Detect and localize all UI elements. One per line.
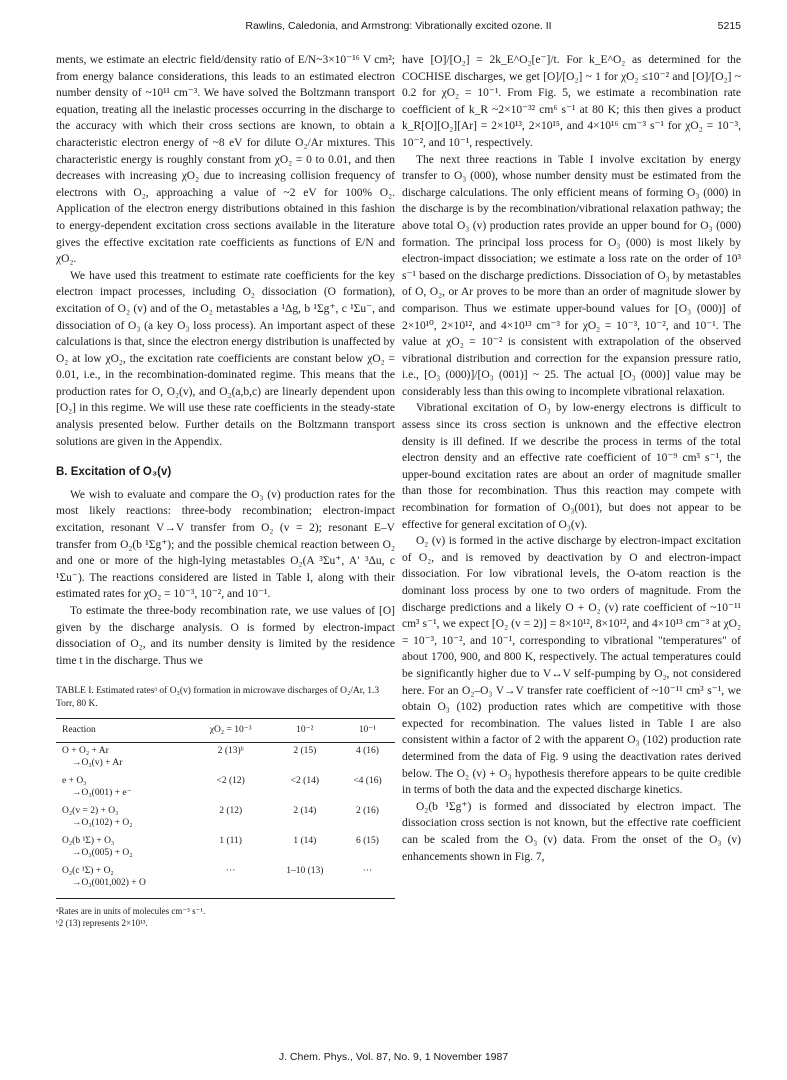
right-paragraph-4: O₂ (v) is formed in the active discharge by electron-impact excitation of O₂, and is removed by deactivation by O and electron-impact dissociation. For low vibrational levels, the O-atom reaction is the dominant loss process by one to two orders of magnitude. From the discharge predictions and a likely O + O₂ (v) rate coefficient of ~10⁻¹¹ cm³ s⁻¹, we expect [O₂ (v = 2)] = 8×10¹², 8×10¹², and 4×10¹³ cm⁻³ at χO₂ = 10⁻³, 10⁻², and 10⁻¹, corresponding to vibrational "temperatures" of about 1700, 900, and 800 K, respectively. The actual temperatures could be significantly higher due to V↔V self-pumping by O₂, not considered here. For an O₂–O₃ V→V transfer rate coefficient of ~10⁻¹¹ cm³ s⁻¹, we obtain O₃ (102) production rates which are competitive with those expected for recombination. The values listed in Table I are also consistent within a factor of 2 with the apparent O₃ (102) production rate determined from the data of Fig. 9 using the deactivation rates derived below. The O₂ (v) + O₃ hypothesis therefore appears to be quite credible in terms of both the data and the expected discharge kinetics. [402,535,741,797]
right-column [402,52,741,865]
running-title: Rawlins, Caledonia, and Armstrong: Vibrationally excited ozone. II [245,20,552,32]
rate-cell: 4 (16) [355,745,379,756]
left-column [56,52,395,929]
reaction-product: →O₃(102) + O₂ [72,818,133,829]
rate-cell: 2 (15) [293,745,317,756]
rate-cell: <2 (12) [216,775,245,786]
rate-cell: <4 (16) [353,775,382,786]
right-paragraph-3: Vibrational excitation of O₃ by low-energy electrons is difficult to assess since its cross section is unknown and the effective electron density is ill defined. If we describe the process in terms of the total electron density and an effective rate coefficient of 10⁻⁹ cm³ s⁻¹, the upper-bound excitation rates are about an order of magnitude smaller than those for recombination. Thus this reaction may compete with recombination for formation of O₃(001), but does not appear to be effective for general excitation of O₃(v). [402,402,741,531]
page-number: 5215 [717,20,741,32]
left-paragraph-4: To estimate the three-body recombination rate, we use values of [O] given by the discharge analysis. O is formed by electron-impact dissociation of O₂, and its number density is limited by the residence time t in the discharge. Thus we [56,605,395,667]
table-caption: TABLE I. Estimated ratesᵃ of O₃(v) formation in microwave discharges of O₂/Ar, 1.3 Torr, 80 K. [56,686,380,709]
reaction-cell [56,773,192,803]
reaction-line: O₂(c ¹Σ) + O₂ [62,865,114,876]
table-row [56,773,395,803]
reaction-cell [56,742,192,773]
reaction-product: →O₃(005) + O₂ [72,848,133,859]
right-paragraph-2: The next three reactions in Table I involve excitation by energy transfer to O₃ (000), whose number density must be estimated from the discharge calculations. The only efficient means of forming O₃ (000) in the discharge is by the recombination/vibrational relaxation pathway; the above total O₃ (v) production rates provide an upper bound for O₃ (000) formation. The principal loss process for O₃ (000) is most likely by electron-impact dissociation; we estimate a loss rate on the order of 10³ s⁻¹ based on the discharge predictions. Dissociation of O₃ by metastables of O, O₂, or Ar proves to be more than an order of magnitude slower by comparison. Thus we estimate upper-bound values for [O₃ (000)] of 2×10¹⁰, 2×10¹², and 4×10¹³ cm⁻³ for χO₂ = 10⁻³, 10⁻², and 10⁻¹. The value at χO₂ = 10⁻² is consistent with extrapolation of the observed vibrational distribution and correction for the expansion pressure ratio, i.e., [O₃ (000)]/[O₃ (001)] ~ 25. The actual [O₃ (000)] value may be considerably less than this owing to incomplete vibrational relaxation. [402,153,741,398]
reaction-line: O₂(b ¹Σ) + O₃ [62,835,115,846]
left-paragraph-1: ments, we estimate an electric field/density ratio of E/N~3×10⁻¹⁶ V cm²; from energy balance considerations, this leads to an estimated electron number density of ~10¹¹ cm⁻³. We have solved the Boltzmann transport equation, treating all the inelastic processes occurring in the discharge to the accuracy with which their cross sections are known, to obtain a characteristic electron energy of ~8 eV for dilute O₂/Ar mixtures. This characteristic energy is roughly constant from χO₂ = 0 to 0.01, and then decreases with increasing χO₂ due to increasing collision frequency of electrons with O₂, approaching a value of ~2 eV for 100% O₂. Application of the electron energy distributions obtained in this fashion to energy-dependent excitation cross sections available in the literature gives the effective excitation rate coefficients as functions of E/N and χO₂. [56,54,395,266]
left-paragraph-2: We have used this treatment to estimate rate coefficients for the key electron impact processes, including O₂ dissociation (O formation), excitation of O₂ (v) and of the O₂ metastables a ¹Δg, b ¹Σg⁺, c ¹Σu⁻, and dissociation of O₃ (a key O₃ loss process). An important aspect of these calculations is that, since the electron energy distribution is unaffected by O₂ at low χO₂, the excitation rate coefficients are constant below χO₂ = 0.01, i.e., in the recombination-dominated regime. This means that the production rates for O, O₂(v), and O₂(a,b,c) are linearly dependent upon [O₂] in this regime. We will use these rate coefficients in the steady-state analysis presented below. Further details on the Boltzmann transport solutions are given in the Appendix. [56,269,395,448]
rate-cell: 1 (14) [293,835,317,846]
table-footnote-b: ᵇ2 (13) represents 2×10¹³. [56,917,148,928]
rate-cell: ··· [192,863,270,899]
table-row [56,863,395,899]
rate-cell: 2 (14) [293,805,317,816]
table-row [56,742,395,773]
reaction-product: →O₃(001,002) + O [72,878,146,889]
table-row [56,833,395,863]
reaction-product: →O₃(v) + Ar [72,758,123,769]
rate-cell: <2 (14) [290,775,319,786]
table-header-reaction: Reaction [56,719,192,743]
running-header [56,20,741,36]
rate-cell: 2 (16) [355,805,379,816]
section-heading: B. Excitation of O₃(v) [56,466,172,479]
table-header-row [56,719,395,743]
journal-footer: J. Chem. Phys., Vol. 87, No. 9, 1 November 1987 [278,1051,509,1063]
reaction-line: O + O₂ + Ar [62,745,109,756]
table-header-col2: 10⁻² [270,719,340,743]
table-footnote-a: ᵃRates are in units of molecules cm⁻³ s⁻¹. [56,905,206,916]
reaction-cell [56,863,192,899]
rate-cell: ··· [340,863,395,899]
rate-cell: 6 (15) [355,835,379,846]
table-header-col3: 10⁻¹ [340,719,395,743]
rate-cell: 2 (12) [219,805,243,816]
right-paragraph-5: O₂(b ¹Σg⁺) is formed and dissociated by electron impact. The dissociation cross section is not known, but the effective rate coefficient can be scaled from the O₃ (v) data. From the onset of the O₃ (v) enhancements shown in Fig. 7, [402,800,741,863]
reaction-line: e + O₃ [62,775,87,786]
rate-cell: 1–10 (13) [270,863,340,899]
left-paragraph-3: We wish to evaluate and compare the O₃ (v) production rates for the most likely reactions: three-body recombination; electron-impact excitation, resonant V→V transfer from O₂ (v = 2); resonant E–V transfer from O₂(b ¹Σg⁺); and the possible chemical reaction between O₂ and one or more of the high-lying metastables O₂(A ³Σu⁺, A′ ³Δu, c ¹Σu⁻). The reactions considered are listed in Table I, along with their estimated rates for χO₂ = 10⁻³, 10⁻², and 10⁻¹. [56,488,395,601]
right-paragraph-1: have [O]/[O₂] = 2k_E^O₂[e⁻]/t. For k_E^O₂ as determined for the COCHISE discharges, we get [O]/[O₂] ~ 1 for χO₂ ≤10⁻² and [O]/[O₂] ~ 0.2 for χO₂ = 10⁻¹. From Fig. 5, we estimate a recombination rate coefficient of k_R ~2×10⁻³² cm⁶ s⁻¹ at 80 K; this then gives a product k_R[O][O₂][Ar] = 2×10¹³, 2×10¹⁵, and 4×10¹⁶ cm⁻³ s⁻¹ for χO₂ = 10⁻³, 10⁻², and 10⁻¹, respectively. [402,54,741,149]
reaction-cell [56,803,192,833]
reaction-cell [56,833,192,863]
rates-table [56,718,395,899]
rate-cell: 1 (11) [219,835,242,846]
table-header-col1: χO₂ = 10⁻³ [192,719,270,743]
reaction-product: →O₃(001) + e⁻ [72,788,132,799]
reaction-line: O₂(v = 2) + O₃ [62,805,119,816]
rate-cell: 2 (13)ᵇ [217,745,244,756]
table-row [56,803,395,833]
